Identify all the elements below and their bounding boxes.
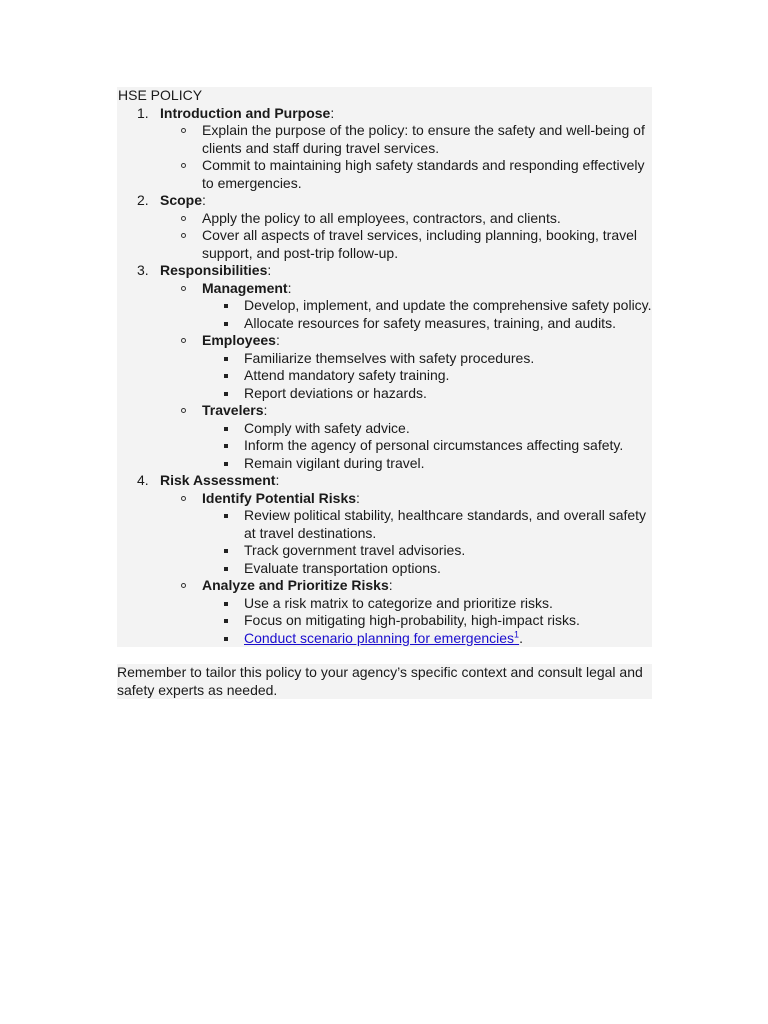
square-bullet-icon [224,304,228,308]
subgroup-identify-risks [160,490,652,578]
link-trailing-punctuation: . [519,629,523,646]
heading-colon: : [263,402,268,418]
circle-bullet-icon [181,408,186,413]
heading-colon: : [356,489,360,506]
list-item-text: Comply with safety advice. [244,419,410,436]
circle-bullet-icon [181,128,186,133]
subgroup-employees [160,332,652,402]
list-item [202,385,652,403]
subgroup-analyze-risks [160,577,652,647]
heading-colon: : [275,472,280,488]
policy-block [117,87,652,647]
list-item-text: Remain vigilant during travel. [244,454,425,471]
list-item-text: Use a risk matrix to categorize and prioritize risks. [244,594,553,611]
section-heading-text: Scope [160,192,203,208]
subitem-list [160,210,652,263]
square-bullet-icon [224,462,228,466]
circle-bullet-icon [181,338,186,343]
section-heading [160,192,652,210]
list-item [202,420,652,438]
list-item-text: Apply the policy to all employees, contractors, and clients. [202,209,561,226]
circle-bullet-icon [181,496,186,501]
list-item [202,367,652,385]
square-bullet-icon [224,444,228,448]
list-item [160,157,652,192]
list-item [202,315,652,333]
list-item [202,630,652,648]
list-item [202,297,652,315]
section-responsibilities [117,262,652,472]
heading-colon: : [202,192,206,208]
scenario-planning-link[interactable] [244,630,519,646]
section-heading-text: Introduction and Purpose [160,104,331,121]
list-item [202,595,652,613]
list-item-text: Review political stability, healthcare standards, and overall safety at travel destinations. [244,507,647,541]
subgroup-management [160,280,652,333]
heading-colon: : [330,104,335,121]
section-list [117,105,652,648]
list-item-text: Allocate resources for safety measures, training, and audits. [244,314,616,331]
closing-note: Remember to tailor this policy to your agency’s specific context and consult legal and safety experts as needed. [117,664,652,699]
footnote-marker[interactable]: 1 [514,628,520,639]
subgroup-heading: Employees [202,332,276,348]
square-bullet-icon [224,619,228,623]
section-number: 4. [137,472,149,488]
list-item-text: Cover all aspects of travel services, including planning, booking, travel support, and post-trip follow-up. [202,227,638,261]
subgroup-travelers [160,402,652,472]
square-bullet-icon [224,374,228,378]
square-bullet-icon [224,514,228,518]
list-item-text: Develop, implement, and update the comprehensive safety policy. [244,297,652,313]
subgroup-heading: Analyze and Prioritize Risks [202,577,389,593]
document-title: HSE POLICY [118,87,203,103]
heading-colon: : [287,279,292,296]
circle-bullet-icon [181,583,186,588]
list-item [160,210,652,228]
section-heading [160,472,652,490]
document-page [117,87,652,699]
list-item-text: Evaluate transportation options. [244,559,441,576]
square-bullet-icon [224,357,228,361]
section-number: 2. [137,192,149,208]
square-bullet-icon [224,322,228,326]
circle-bullet-icon [181,163,186,168]
square-bullet-icon [224,549,228,553]
list-item-text: Familiarize themselves with safety procedures. [244,349,535,366]
list-item-text: Attend mandatory safety training. [244,367,450,383]
square-bullet-icon [224,637,228,641]
detail-list [202,350,652,403]
list-item [202,560,652,578]
list-item [202,350,652,368]
section-heading-text: Risk Assessment [160,472,276,488]
list-item [160,122,652,157]
detail-list [202,297,652,332]
circle-bullet-icon [181,216,186,221]
subgroup-list [160,490,652,648]
subgroup-heading: Travelers [202,402,264,418]
section-heading [160,105,652,123]
detail-list [202,507,652,577]
list-item [202,612,652,630]
circle-bullet-icon [181,233,186,238]
list-item-text: Focus on mitigating high-probability, high-impact risks. [244,612,580,628]
square-bullet-icon [224,567,228,571]
list-item [202,542,652,560]
list-item-text: Track government travel advisories. [244,542,466,558]
list-item-text: Commit to maintaining high safety standards and responding effectively to emergencies. [202,157,645,191]
section-scope [117,192,652,262]
subgroup-heading: Management [202,279,288,296]
heading-colon: : [388,577,393,593]
list-item [202,455,652,473]
section-number: 3. [137,262,149,278]
square-bullet-icon [224,427,228,431]
section-risk-assessment [117,472,652,647]
circle-bullet-icon [181,286,186,291]
section-heading-text: Responsibilities [160,262,268,278]
list-item [202,437,652,455]
square-bullet-icon [224,392,228,396]
section-number: 1. [137,104,149,121]
heading-colon: : [267,262,272,278]
detail-list [202,595,652,648]
link-text: Conduct scenario planning for emergencies [244,629,515,646]
subitem-list [160,122,652,192]
list-item-text: Report deviations or hazards. [244,384,427,401]
subgroup-heading: Identify Potential Risks [202,489,357,506]
list-item-text: Inform the agency of personal circumstances affecting safety. [244,437,624,453]
list-item [202,507,652,542]
section-heading [160,262,652,280]
list-item [160,227,652,262]
subgroup-list [160,280,652,473]
detail-list [202,420,652,473]
heading-colon: : [275,332,280,348]
square-bullet-icon [224,602,228,606]
section-introduction [117,105,652,193]
list-item-text: Explain the purpose of the policy: to ensure the safety and well-being of clients and staff during travel services. [202,122,645,156]
